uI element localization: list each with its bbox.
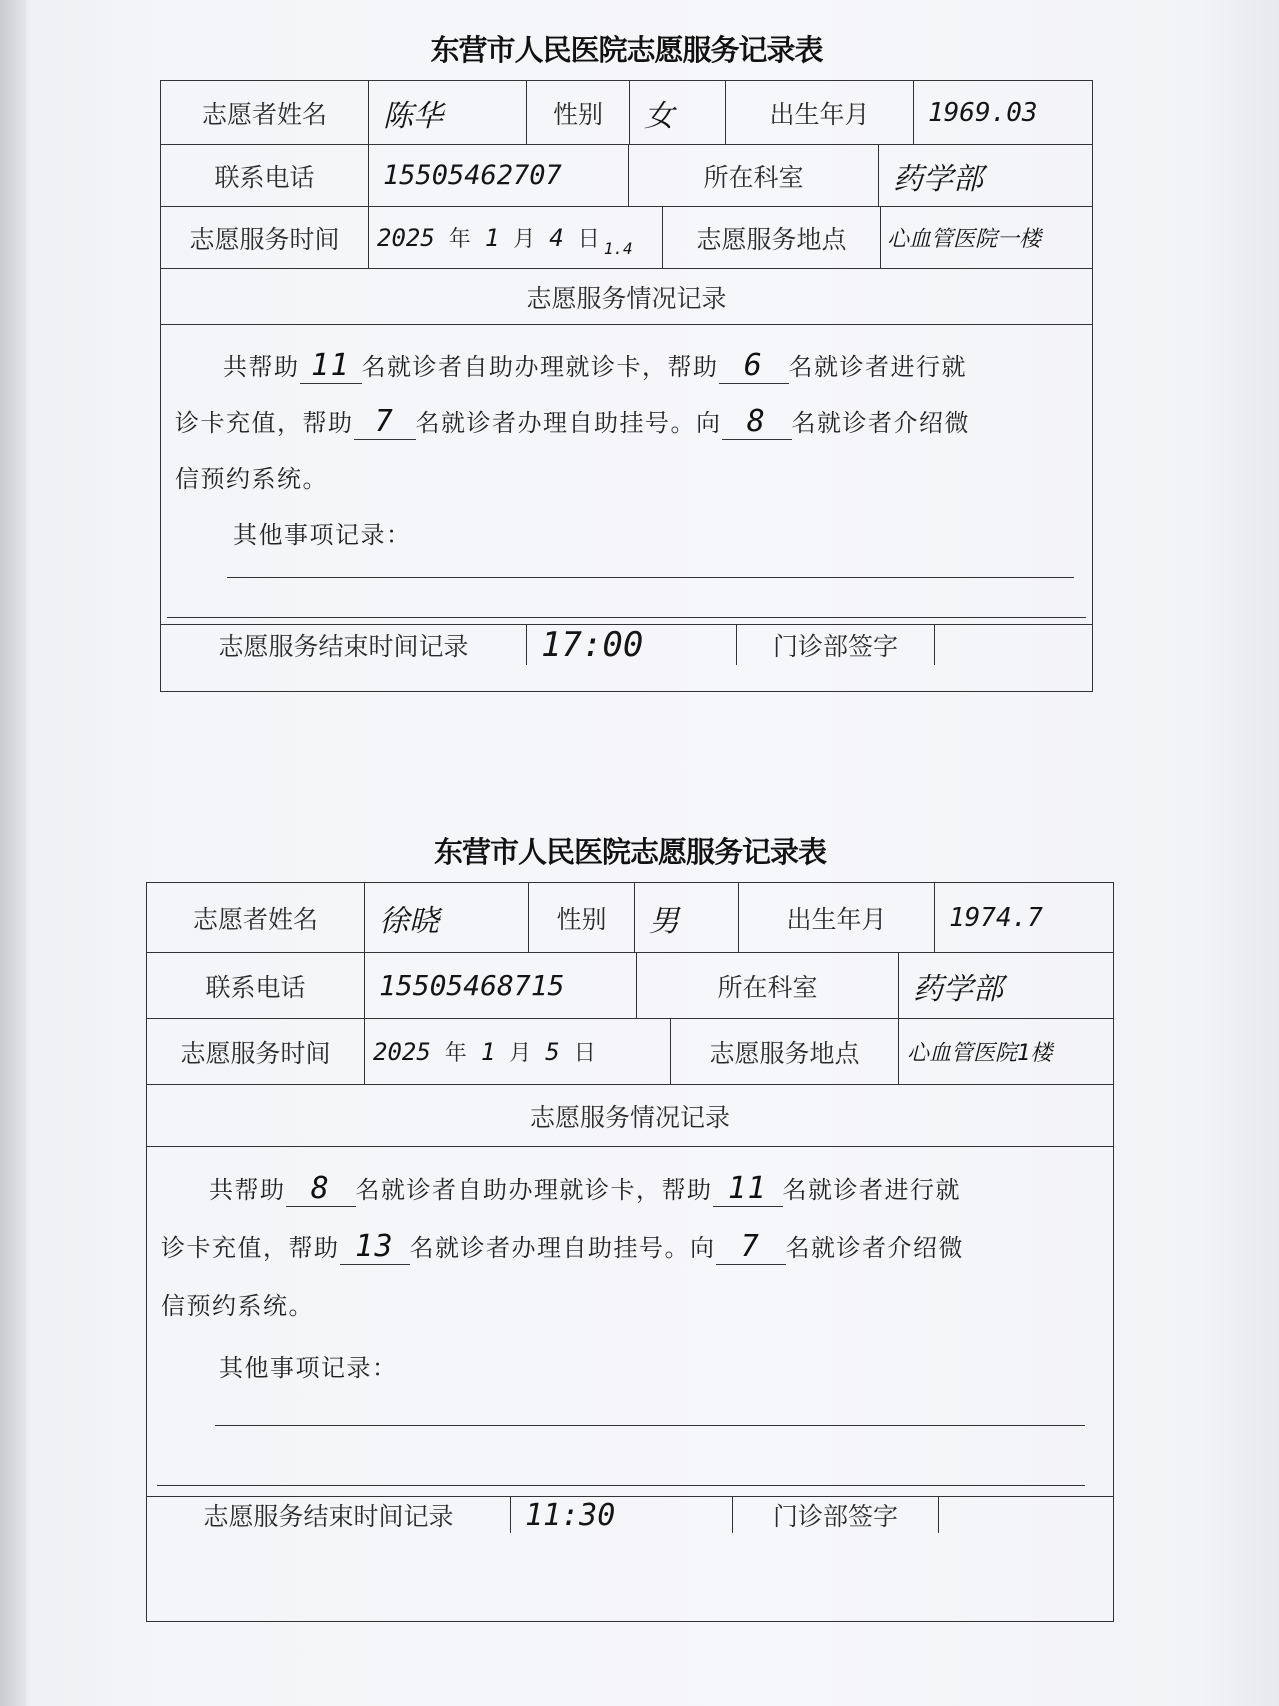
date-extra-note: 1.4	[603, 239, 633, 258]
row-contact	[147, 953, 1113, 1019]
value-department[interactable]: 药学部	[913, 971, 1003, 1007]
label-end-time: 志愿服务结束时间记录	[147, 1497, 511, 1533]
label-birth: 出生年月	[726, 81, 914, 144]
other-items-label: 其他事项记录：	[233, 521, 412, 549]
row-contact	[161, 145, 1092, 207]
value-volunteer-name[interactable]: 陈华	[369, 81, 527, 144]
form-table	[160, 80, 1093, 692]
count-recharge-blank[interactable]: 11	[713, 1172, 783, 1207]
value-service-place[interactable]: 心血管医院1楼	[907, 1041, 1053, 1066]
value-end-time[interactable]: 11:30	[511, 1497, 733, 1533]
row-basic-info	[161, 81, 1092, 145]
date-month: 1	[480, 1037, 496, 1066]
count-wechat-blank[interactable]: 8	[722, 405, 792, 440]
record-line-1: 共帮助 11 名就诊者自助办理就诊卡，帮助 6 名就诊者进行就	[223, 348, 967, 383]
row-end-time	[161, 625, 1092, 665]
unit-year: 年	[448, 227, 471, 252]
value-birth[interactable]: 1974.7	[949, 902, 1043, 933]
other-items-line-2[interactable]	[157, 1485, 1085, 1486]
count-cards-blank[interactable]: 8	[286, 1172, 356, 1207]
volunteer-record-form-2	[146, 826, 1114, 1626]
row-record-body	[161, 325, 1092, 625]
other-items-label: 其他事项记录：	[219, 1354, 398, 1382]
label-gender: 性别	[527, 81, 630, 144]
form-title: 东营市人民医院志愿服务记录表	[430, 33, 823, 67]
record-line-1: 共帮助 8 名就诊者自助办理就诊卡，帮助 11 名就诊者进行就	[209, 1171, 961, 1206]
record-section-header: 志愿服务情况记录	[526, 283, 727, 313]
label-clinic-signature: 门诊部签字	[737, 625, 935, 665]
form-title: 东营市人民医院志愿服务记录表	[433, 835, 826, 869]
value-gender[interactable]: 女	[630, 81, 726, 144]
count-cards-blank[interactable]: 11	[300, 349, 362, 384]
count-wechat-blank[interactable]: 7	[716, 1230, 786, 1265]
unit-month: 月	[513, 227, 536, 252]
label-department: 所在科室	[629, 145, 879, 206]
record-section-header: 志愿服务情况记录	[529, 1102, 730, 1132]
label-volunteer-name: 志愿者姓名	[161, 81, 369, 144]
other-items-line-2[interactable]	[167, 617, 1086, 618]
label-phone: 联系电话	[147, 953, 365, 1018]
record-body	[161, 325, 1092, 624]
row-basic-info	[147, 883, 1113, 953]
date-year: 2025	[377, 223, 435, 252]
unit-month: 月	[509, 1041, 532, 1066]
clinic-signature-box[interactable]	[939, 1497, 1113, 1533]
date-year: 2025	[373, 1037, 431, 1066]
value-service-date[interactable]	[369, 207, 663, 268]
label-service-place: 志愿服务地点	[671, 1019, 899, 1084]
label-birth: 出生年月	[739, 883, 935, 952]
clinic-signature-box[interactable]	[935, 625, 1092, 665]
value-volunteer-name[interactable]: 徐晓	[365, 883, 529, 952]
row-record-header	[161, 269, 1092, 325]
label-gender: 性别	[529, 883, 635, 952]
unit-day: 日	[577, 227, 600, 252]
other-items-line-1[interactable]	[227, 577, 1074, 578]
record-line-3: 信预约系统。	[175, 465, 328, 493]
record-line-2: 诊卡充值，帮助 13 名就诊者办理自助挂号。向 7 名就诊者介绍微	[161, 1229, 964, 1264]
row-record-body	[147, 1147, 1113, 1497]
page-edge-shadow	[0, 0, 26, 1706]
row-end-time	[147, 1497, 1113, 1533]
value-phone[interactable]: 15505468715	[365, 953, 637, 1018]
value-birth[interactable]: 1969.03	[928, 97, 1038, 128]
label-clinic-signature: 门诊部签字	[733, 1497, 939, 1533]
label-service-time: 志愿服务时间	[161, 207, 369, 268]
record-body	[147, 1147, 1113, 1496]
row-service-time	[147, 1019, 1113, 1085]
label-department: 所在科室	[637, 953, 899, 1018]
unit-day: 日	[573, 1041, 596, 1066]
volunteer-record-form-1	[160, 22, 1093, 757]
other-items-line-1[interactable]	[215, 1425, 1085, 1426]
label-service-time: 志愿服务时间	[147, 1019, 365, 1084]
date-day: 5	[545, 1037, 560, 1066]
record-line-2: 诊卡充值，帮助 7 名就诊者办理自助挂号。向 8 名就诊者介绍微	[175, 404, 970, 439]
value-gender[interactable]: 男	[635, 883, 739, 952]
value-end-time[interactable]: 17:00	[527, 625, 737, 665]
row-record-header	[147, 1085, 1113, 1147]
date-day: 4	[549, 223, 564, 252]
label-phone: 联系电话	[161, 145, 369, 206]
label-end-time: 志愿服务结束时间记录	[161, 625, 527, 665]
value-service-place[interactable]: 心血管医院一楼	[887, 227, 1042, 252]
count-register-blank[interactable]: 13	[340, 1230, 410, 1265]
value-phone[interactable]: 15505462707	[369, 145, 629, 206]
label-service-place: 志愿服务地点	[663, 207, 881, 268]
count-recharge-blank[interactable]: 6	[719, 349, 789, 384]
value-service-date[interactable]	[365, 1019, 671, 1084]
value-department[interactable]: 药学部	[893, 161, 983, 197]
row-service-time	[161, 207, 1092, 269]
date-month: 1	[484, 223, 500, 252]
form-table	[146, 882, 1114, 1622]
record-line-3: 信预约系统。	[161, 1292, 314, 1320]
label-volunteer-name: 志愿者姓名	[147, 883, 365, 952]
count-register-blank[interactable]: 7	[354, 405, 416, 440]
unit-year: 年	[444, 1041, 467, 1066]
